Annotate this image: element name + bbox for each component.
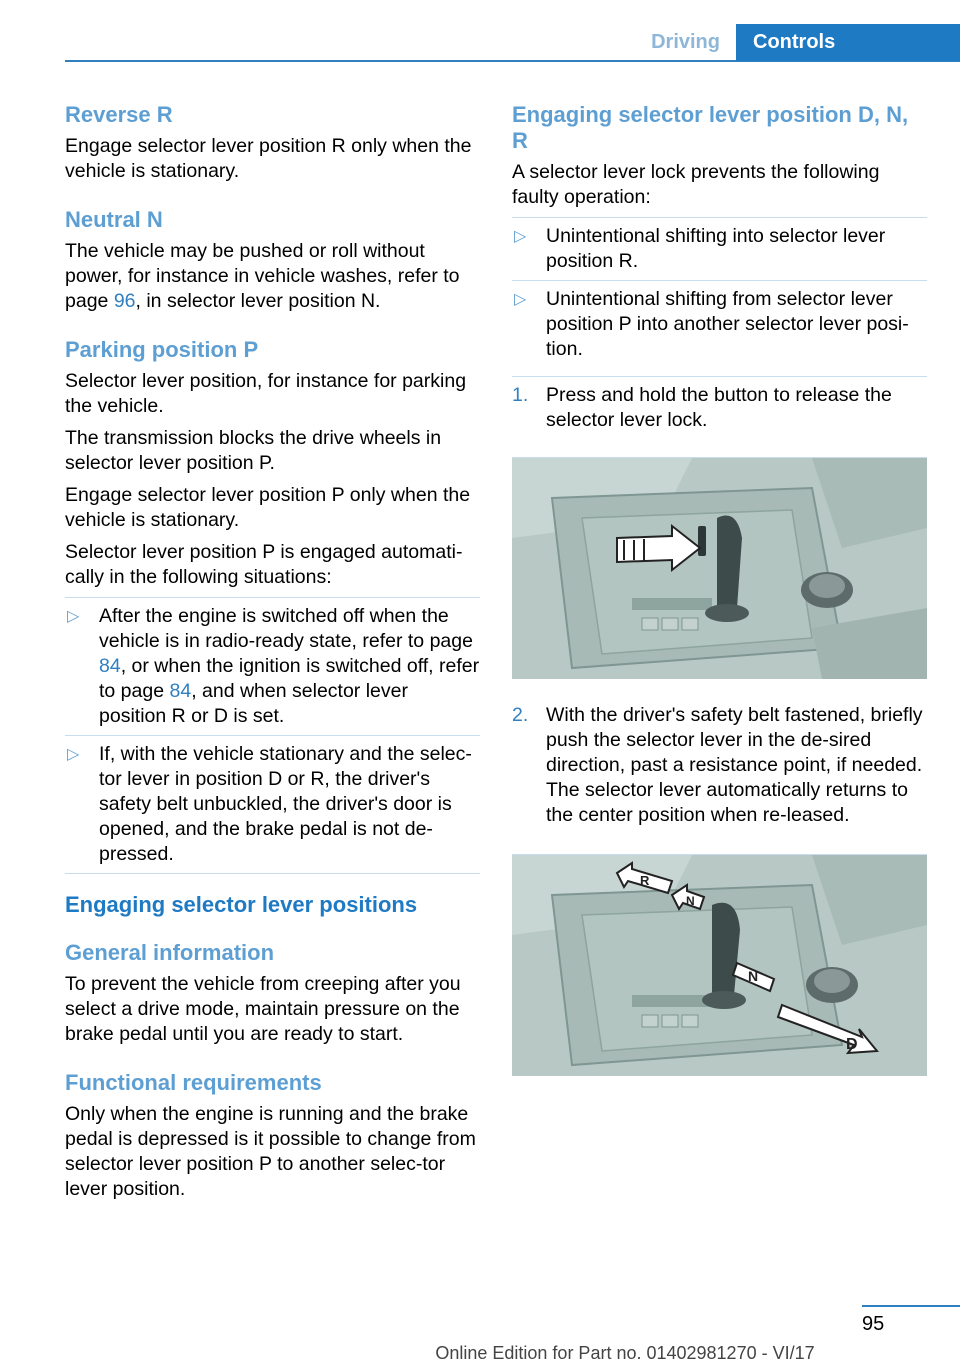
parking-bullet-list bbox=[65, 597, 480, 874]
figure-selector-lever-positions bbox=[512, 854, 927, 1076]
parking-p2: The transmission blocks the drive wheels in selector lever position P. bbox=[65, 427, 442, 474]
heading-engaging-dnr: Engaging selector lever position D, N, R bbox=[512, 102, 909, 153]
reverse-text: Engage selector lever position R only when the vehicle is stationary. bbox=[65, 135, 472, 182]
parking-p3: Engage selector lever position P only when the vehicle is stationary. bbox=[65, 484, 471, 531]
parking-p1: Selector lever position, for instance for parking the vehicle. bbox=[65, 370, 467, 417]
list-item: ▷ If, with the vehicle stationary and the selec‐tor lever in position D or R, the driver's safety belt unbuckled, the driver's door is opened, and the brake pedal is not de‐pressed. bbox=[65, 736, 480, 874]
faulty-operation-list bbox=[512, 217, 927, 368]
steps-list-2 bbox=[512, 697, 927, 834]
page-number: 95 bbox=[862, 1313, 885, 1335]
page-link-96[interactable]: 96 bbox=[113, 290, 136, 312]
heading-engaging: Engaging selector lever positions bbox=[65, 892, 418, 917]
heading-parking: Parking position P bbox=[65, 337, 259, 362]
heading-functional-requirements: Functional requirements bbox=[65, 1070, 322, 1095]
tab-controls[interactable]: Controls bbox=[736, 24, 960, 61]
general-text: To prevent the vehicle from creeping after you select a drive mode, maintain pressure on the brake pedal until you are ready to start. bbox=[65, 973, 461, 1045]
page-link-84[interactable]: 84 bbox=[99, 655, 121, 677]
heading-neutral: Neutral N bbox=[65, 207, 163, 232]
step-number: 1. bbox=[512, 384, 529, 406]
step-number: 2. bbox=[512, 704, 529, 726]
left-column bbox=[65, 102, 480, 1209]
position-r-label: R bbox=[640, 873, 650, 888]
steps-list-1 bbox=[512, 376, 927, 439]
engaging-intro: A selector lever lock prevents the following faulty operation: bbox=[512, 161, 880, 208]
right-column bbox=[512, 102, 927, 1094]
position-d-label: D bbox=[846, 1036, 858, 1053]
triangle-bullet-icon: ▷ bbox=[514, 228, 527, 245]
functional-text: Only when the engine is running and the brake pedal is depressed is it possible to change from selector lever position P to another selec‐tor lever position. bbox=[65, 1103, 476, 1200]
page-link-84[interactable]: 84 bbox=[169, 680, 192, 702]
triangle-bullet-icon: ▷ bbox=[67, 746, 80, 763]
heading-reverse: Reverse R bbox=[65, 102, 173, 127]
position-n-label: N bbox=[748, 968, 759, 984]
tab-driving[interactable]: Driving bbox=[651, 30, 720, 53]
list-item: ▷ After the engine is switched off when the vehicle is in radio-ready state, refer to page 84, or when the ignition is switched off, refer to page 84, and when selector lever position R or D is set. bbox=[65, 598, 480, 736]
neutral-text: The vehicle may be pushed or roll without power, for instance in vehicle washes, refer to page 96, in selector lever position N. bbox=[65, 240, 460, 312]
footer-edition: Online Edition for Part no. 01402981270 - VI/17 bbox=[435, 1343, 815, 1363]
triangle-bullet-icon: ▷ bbox=[67, 608, 80, 625]
parking-p4: Selector lever position P is engaged automati‐cally in the following situations: bbox=[65, 541, 463, 588]
list-item: ▷ Unintentional shifting from selector lever position P into another selector lever posi‐tion. bbox=[514, 288, 909, 360]
figure-selector-lever-lock bbox=[512, 457, 927, 679]
step-item: 1. Press and hold the button to release the selector lever lock. bbox=[512, 384, 892, 431]
list-item: ▷ Unintentional shifting into selector lever position R. bbox=[512, 218, 927, 281]
footer-rule bbox=[862, 1305, 960, 1307]
selector-lever-directions-illustration bbox=[512, 855, 927, 1076]
position-n-label: N bbox=[686, 894, 695, 908]
triangle-bullet-icon: ▷ bbox=[514, 291, 527, 308]
heading-general-information: General information bbox=[65, 940, 275, 965]
selector-lever-lock-illustration bbox=[512, 458, 927, 679]
step-item: 2. With the driver's safety belt fastened, briefly push the selector lever in the de‐sired direction, past a resistance point, if needed. The selector lever automatically returns to the center position when re‐leased. bbox=[512, 704, 923, 826]
